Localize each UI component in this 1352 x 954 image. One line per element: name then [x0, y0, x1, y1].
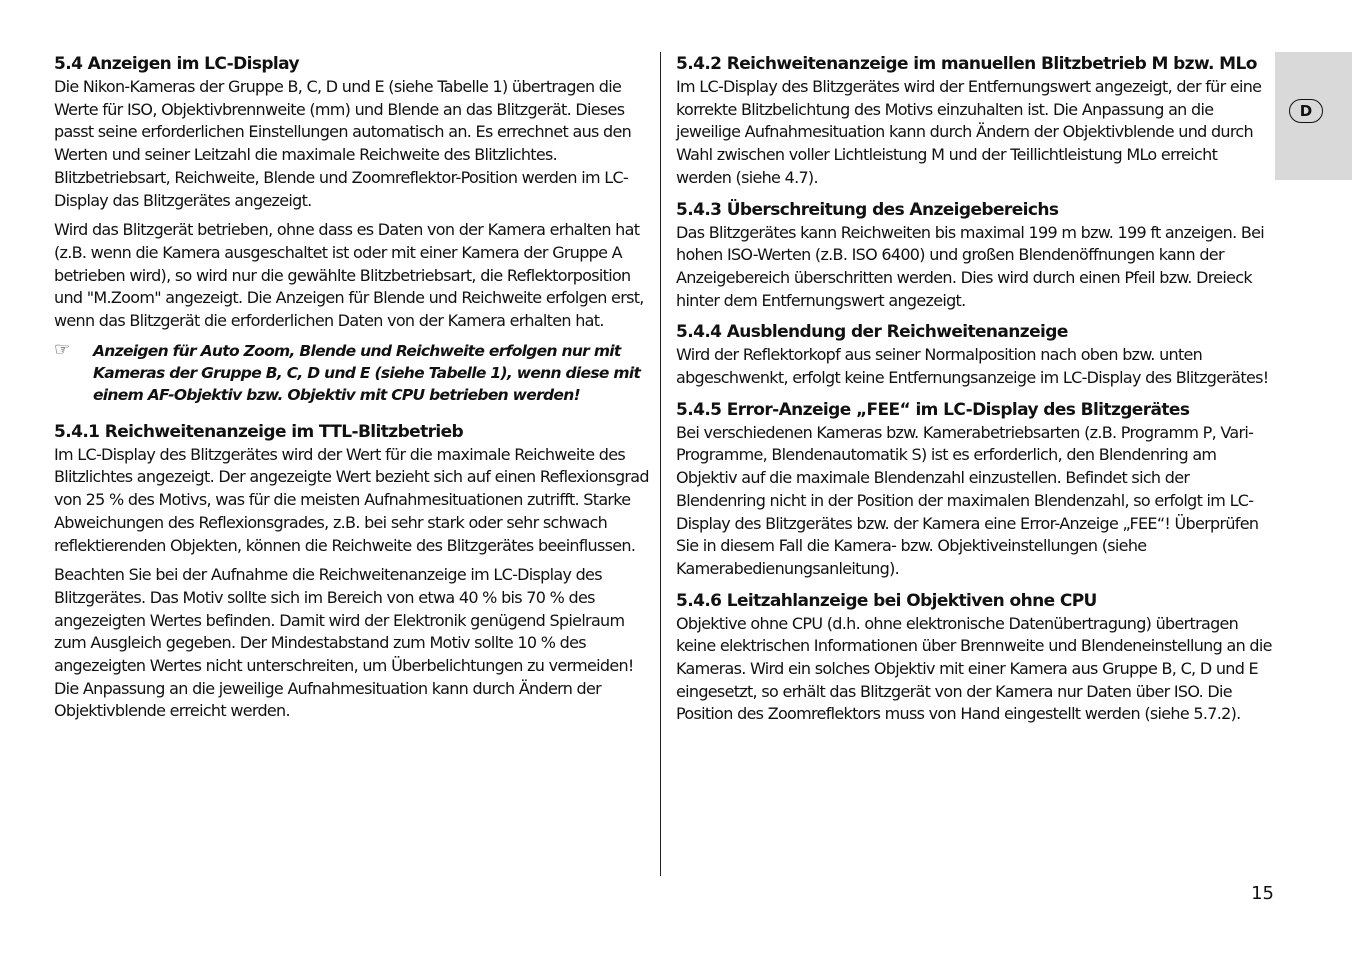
- paragraph: Beachten Sie bei der Aufnahme die Reichweitenanzeige im LC-Display des Blitzgerätes. Das Motiv sollte sich im Bereich von etwa 40 % bis 70 % des angezeigten Wertes befinden. Damit wird der Elektronik genügend Spielraum zum Ausgleich gegeben. Der Mindestabstand zum Motiv sollte 10 % des angezeigten Wertes nicht unterschreiten, um Überbelichtungen zu vermeiden! Die Anpassung an die jeweilige Aufnahmesituation kann durch Ändern der Objektivblende erreicht werden.: [54, 565, 634, 721]
- right-column: [676, 52, 1272, 731]
- page-number: 15: [1251, 883, 1274, 904]
- language-tab: [1275, 52, 1352, 180]
- paragraph: Bei verschiedenen Kameras bzw. Kamerabetriebsarten (z.B. Programm P, Vari-Programme, Blendenautomatik S) ist es erforderlich, den Blendenring am Objektiv auf die maximale Blendenzahl einzustellen. Befindet sich der Blendenring nicht in der Position der maximalen Blendenzahl, so erfolgt im LC-Display des Blitzgerätes bzw. der Kamera eine Error-Anzeige „FEE“! Überprüfen Sie in diesem Fall die Kamera- bzw. Objektiveinstellungen (siehe Kamerabedienungsanleitung).: [676, 422, 1259, 578]
- paragraph: Das Blitzgerätes kann Reichweiten bis maximal 199 m bzw. 199 ft anzeigen. Bei hohen ISO-Werten (z.B. ISO 6400) und großen Blendenöffnungen kann der Anzeigebereich überschritten werden. Dies wird durch einen Pfeil bzw. Dreieck hinter dem Entfernungswert angezeigt.: [676, 222, 1265, 310]
- section-heading-5-4-5: 5.4.5 Error-Anzeige „FEE“ im LC-Display des Blitzgerätes: [676, 399, 1190, 420]
- paragraph: Objektive ohne CPU (d.h. ohne elektronische Datenübertragung) übertragen keine elektrischen Informationen über Brennweite und Blendeneinstellung an die Kameras. Wird ein solches Objektiv mit einer Kamera aus Gruppe B, C, D und E eingesetzt, so erhält das Blitzgerät von der Kamera nur Daten über ISO. Die Position des Zoomreflektors muss von Hand eingestellt werden (siehe 5.7.2).: [676, 613, 1272, 724]
- paragraph: Wird das Blitzgerät betrieben, ohne dass es Daten von der Kamera erhalten hat (z.B. wenn die Kamera ausgeschaltet ist oder mit einer Kamera der Gruppe A betrieben wird), so wird nur die gewählte Blitzbetriebsart, die Reflektorposition und "M.Zoom" angezeigt. Die Anzeigen für Blende und Reichweite erfolgen erst, wenn das Blitzgerät die erforderlichen Daten von der Kamera erhalten hat.: [54, 220, 644, 331]
- language-badge: D: [1289, 99, 1323, 123]
- left-column: [54, 52, 652, 730]
- paragraph: Die Nikon-Kameras der Gruppe B, C, D und E (siehe Tabelle 1) übertragen die Werte für ISO, Objektivbrennweite (mm) und Blende an das Blitzgerät. Dieses passt seine erforderlichen Einstellungen automatisch an. Es errechnet aus den Werten und seiner Leitzahl die maximale Reichweite des Blitzlichtes. Blitzbetriebsart, Reichweite, Blende und Zoomreflektor-Position werden im LC-Display das Blitzgerätes angezeigt.: [54, 77, 632, 210]
- paragraph: Im LC-Display des Blitzgerätes wird der Wert für die maximale Reichweite des Blitzlichtes angezeigt. Der angezeigte Wert bezieht sich auf einen Reflexionsgrad von 25 % des Motivs, was für die meisten Aufnahmesituationen zutrifft. Starke Abweichungen des Reflexionsgrades, z.B. bei sehr stark oder sehr schwach reflektierenden Objekten, können die Reichweite des Blitzgerätes beeinflussen.: [54, 444, 649, 555]
- section-heading-5-4-1: 5.4.1 Reichweitenanzeige im TTL-Blitzbetrieb: [54, 421, 464, 442]
- section-heading-5-4-6: 5.4.6 Leitzahlanzeige bei Objektiven ohne CPU: [676, 590, 1097, 611]
- paragraph: Im LC-Display des Blitzgerätes wird der Entfernungswert angezeigt, der für eine korrekte Blitzbelichtung des Motivs einzuhalten ist. Die Anpassung an die jeweilige Aufnahmesituation kann durch Ändern der Objektivblende und durch Wahl zwischen voller Lichtleistung M und der Teillichtleistung MLo erreicht werden (siehe 4.7).: [676, 77, 1262, 187]
- section-heading-5-4-3: 5.4.3 Überschreitung des Anzeigebereichs: [676, 199, 1059, 220]
- paragraph: Wird der Reflektorkopf aus seiner Normalposition nach oben bzw. unten abgeschwenkt, erfolgt keine Entfernungsanzeige im LC-Display des Blitzgerätes!: [676, 345, 1269, 388]
- column-divider: [660, 52, 661, 876]
- pointing-hand-icon: ☞: [54, 338, 71, 360]
- section-heading-5-4-4: 5.4.4 Ausblendung der Reichweitenanzeige: [676, 322, 1068, 343]
- note-block: [54, 340, 652, 406]
- section-heading-5-4-2: 5.4.2 Reichweitenanzeige im manuellen Blitzbetrieb M bzw. MLo: [676, 54, 1257, 74]
- section-heading-5-4: 5.4 Anzeigen im LC-Display: [54, 54, 299, 74]
- note-text: Anzeigen für Auto Zoom, Blende und Reichweite erfolgen nur mit Kameras der Gruppe B, C, D und E (siehe Tabelle 1), wenn diese mit einem AF-Objektiv bzw. Objektiv mit CPU betrieben werden!: [93, 341, 641, 404]
